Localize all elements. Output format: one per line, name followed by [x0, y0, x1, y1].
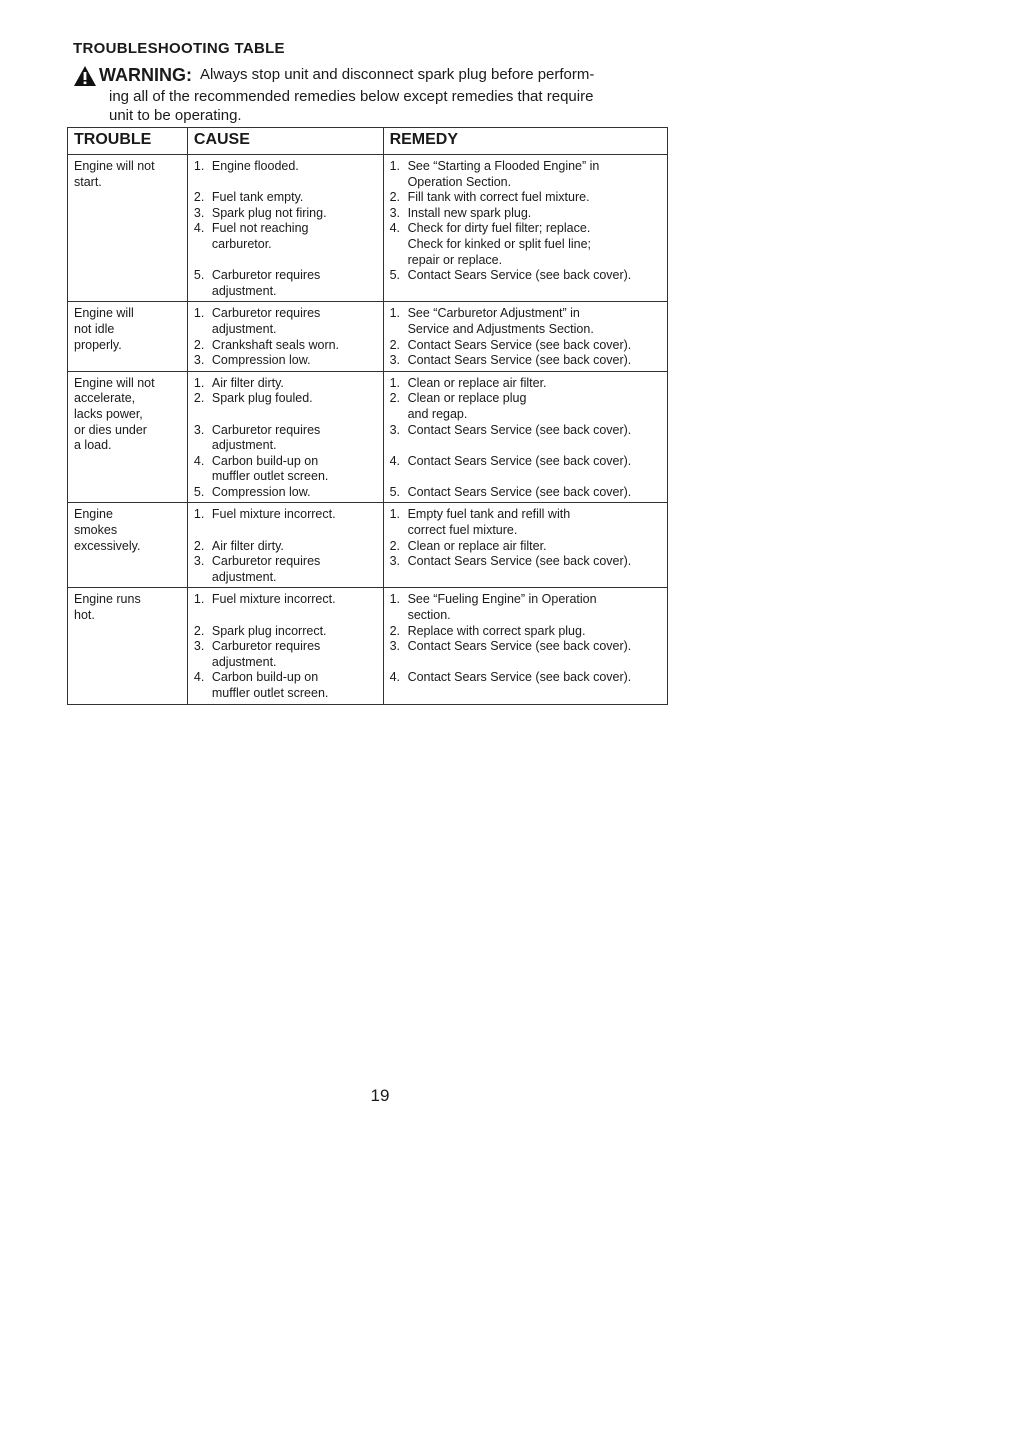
item-line: Contact Sears Service (see back cover). — [407, 353, 632, 368]
item-text — [408, 376, 661, 392]
cause-item — [194, 376, 377, 392]
item-line: Check for kinked or split fuel line; — [407, 236, 591, 251]
trouble-cell — [68, 503, 188, 588]
item-number: 2. — [389, 391, 401, 406]
remedy-item — [390, 454, 661, 470]
remedy-item — [390, 670, 661, 686]
cause-item — [194, 670, 377, 701]
header-trouble: TROUBLE — [68, 128, 188, 155]
item-line: and regap. — [407, 406, 468, 421]
item-number: 1. — [193, 159, 205, 173]
cause-item — [194, 268, 377, 299]
cause-cell — [187, 155, 383, 302]
item-number: 5. — [389, 268, 401, 283]
trouble-line: Engine will not — [74, 375, 155, 390]
item-text — [408, 639, 661, 655]
table-header-row — [68, 128, 668, 155]
item-line: Contact Sears Service (see back cover). — [407, 670, 632, 685]
cause-cell — [187, 371, 383, 503]
cause-item — [194, 338, 377, 354]
item-line: adjustment. — [211, 654, 277, 669]
remedy-item — [390, 221, 661, 268]
item-line: adjustment. — [211, 438, 277, 453]
item-line: Fuel not reaching — [211, 221, 309, 236]
item-line: Carbon build-up on — [211, 670, 319, 685]
trouble-line: or dies under — [74, 422, 147, 437]
warning-text-line-2: ing all of the recommended remedies below except remedies that require — [109, 88, 594, 105]
cause-item — [194, 190, 377, 206]
item-number: 3. — [389, 422, 401, 437]
item-line: Contact Sears Service (see back cover). — [407, 554, 632, 569]
item-text — [212, 376, 377, 392]
item-text — [212, 306, 377, 337]
item-text — [408, 353, 661, 369]
item-number: 1. — [193, 507, 205, 522]
item-text — [408, 206, 661, 222]
item-line: Operation Section. — [407, 174, 512, 189]
item-text — [212, 190, 377, 206]
trouble-line: Engine — [74, 507, 113, 522]
item-text — [408, 221, 661, 268]
item-line: Engine flooded. — [211, 159, 299, 173]
item-text — [212, 206, 377, 222]
remedy-item — [390, 159, 661, 190]
item-number: 2. — [389, 538, 401, 553]
table-row — [68, 155, 668, 302]
item-number: 1. — [389, 306, 401, 321]
item-line: Spark plug fouled. — [211, 391, 313, 406]
trouble-line: properly. — [74, 337, 122, 352]
item-text — [212, 624, 377, 640]
item-text — [408, 554, 661, 570]
item-line: Spark plug incorrect. — [211, 623, 327, 638]
troubleshooting-table — [67, 127, 668, 705]
item-line: Carbon build-up on — [211, 453, 319, 468]
item-line: Clean or replace plug — [407, 391, 527, 406]
item-number: 4. — [389, 453, 401, 468]
item-line: See “Carburetor Adjustment” in — [407, 306, 580, 321]
item-text — [408, 338, 661, 354]
cause-cell — [187, 588, 383, 704]
item-text — [212, 391, 377, 407]
cause-item — [194, 159, 377, 175]
cause-cell — [187, 503, 383, 588]
trouble-cell — [68, 155, 188, 302]
item-line: carburetor. — [211, 236, 272, 251]
item-text — [408, 268, 661, 284]
item-text — [212, 423, 377, 454]
remedy-item — [390, 485, 661, 501]
item-line: Air filter dirty. — [211, 375, 284, 390]
item-number: 2. — [389, 623, 401, 638]
item-number: 2. — [193, 391, 205, 406]
item-text — [212, 159, 377, 175]
item-text — [212, 268, 377, 299]
warning-text-line-1: Always stop unit and disconnect spark plug before perform- — [200, 66, 595, 83]
item-number: 1. — [193, 306, 205, 321]
item-text — [212, 554, 377, 585]
item-line: Spark plug not firing. — [211, 205, 327, 220]
item-line: Air filter dirty. — [211, 538, 284, 553]
trouble-line: lacks power, — [74, 406, 143, 421]
item-line: Contact Sears Service (see back cover). — [407, 639, 632, 654]
item-text — [408, 159, 661, 190]
item-number: 3. — [193, 422, 205, 437]
item-line: Compression low. — [211, 353, 311, 368]
item-text — [212, 338, 377, 354]
table-row — [68, 588, 668, 704]
item-number: 1. — [193, 592, 205, 607]
item-text — [408, 454, 661, 470]
item-line: Contact Sears Service (see back cover). — [407, 453, 632, 468]
cause-item — [194, 539, 377, 555]
item-line: Contact Sears Service (see back cover). — [407, 484, 632, 499]
item-number: 1. — [389, 159, 401, 173]
item-line: See “Starting a Flooded Engine” in — [407, 159, 600, 173]
cause-item — [194, 423, 377, 454]
item-number: 3. — [193, 554, 205, 569]
item-number: 2. — [389, 190, 401, 205]
item-line: Empty fuel tank and refill with — [407, 507, 571, 522]
remedy-cell — [383, 302, 667, 371]
remedy-cell — [383, 155, 667, 302]
remedy-item — [390, 353, 661, 369]
item-number: 4. — [389, 221, 401, 236]
item-number: 4. — [389, 670, 401, 685]
item-number: 2. — [193, 190, 205, 205]
item-line: Fuel mixture incorrect. — [211, 592, 336, 607]
trouble-line: accelerate, — [74, 391, 136, 406]
page-title: TROUBLESHOOTING TABLE — [73, 40, 285, 57]
item-line: Crankshaft seals worn. — [211, 337, 340, 352]
cause-item — [194, 391, 377, 407]
remedy-item — [390, 539, 661, 555]
cause-cell — [187, 302, 383, 371]
item-text — [212, 454, 377, 485]
cause-item — [194, 221, 377, 252]
remedy-item — [390, 268, 661, 284]
trouble-cell — [68, 588, 188, 704]
item-text — [212, 639, 377, 670]
item-text — [212, 221, 377, 252]
item-text — [212, 485, 377, 501]
item-number: 2. — [193, 337, 205, 352]
item-number: 1. — [193, 375, 205, 390]
remedy-item — [390, 338, 661, 354]
remedy-item — [390, 423, 661, 439]
remedy-cell — [383, 503, 667, 588]
item-number: 2. — [389, 337, 401, 352]
item-line: correct fuel mixture. — [407, 523, 518, 538]
trouble-line: hot. — [74, 608, 95, 623]
item-text — [408, 507, 661, 538]
remedy-cell — [383, 588, 667, 704]
item-text — [408, 592, 661, 623]
cause-item — [194, 353, 377, 369]
item-text — [408, 423, 661, 439]
item-number: 1. — [389, 592, 401, 607]
item-line: Service and Adjustments Section. — [407, 321, 594, 336]
item-line: muffler outlet screen. — [211, 686, 329, 700]
remedy-item — [390, 376, 661, 392]
item-line: Fuel mixture incorrect. — [211, 507, 336, 522]
item-line: adjustment. — [211, 321, 277, 336]
item-text — [212, 592, 377, 608]
table-row — [68, 503, 668, 588]
item-text — [212, 507, 377, 523]
item-number: 4. — [193, 453, 205, 468]
item-line: Fuel tank empty. — [211, 190, 304, 205]
item-text — [408, 539, 661, 555]
warning-text-line-3: unit to be operating. — [109, 107, 242, 124]
item-number: 3. — [193, 639, 205, 654]
cause-item — [194, 507, 377, 523]
trouble-line: not idle — [74, 321, 115, 336]
item-number: 3. — [389, 554, 401, 569]
item-line: Contact Sears Service (see back cover). — [407, 268, 632, 283]
item-number: 3. — [389, 353, 401, 368]
item-line: adjustment. — [211, 283, 277, 298]
header-remedy: REMEDY — [383, 128, 667, 155]
item-line: Carburetor requires — [211, 422, 321, 437]
item-line: repair or replace. — [407, 252, 503, 267]
cause-item — [194, 485, 377, 501]
warning-triangle-icon — [73, 65, 97, 87]
cause-item — [194, 639, 377, 670]
remedy-item — [390, 391, 661, 422]
item-line: Carburetor requires — [211, 306, 321, 321]
item-line: Carburetor requires — [211, 639, 321, 654]
item-number: 2. — [193, 538, 205, 553]
item-text — [212, 353, 377, 369]
item-line: Contact Sears Service (see back cover). — [407, 422, 632, 437]
item-number: 1. — [389, 375, 401, 390]
remedy-item — [390, 306, 661, 337]
cause-item — [194, 206, 377, 222]
item-text — [212, 670, 377, 701]
item-number: 3. — [389, 205, 401, 220]
item-line: Replace with correct spark plug. — [407, 623, 586, 638]
item-line: See “Fueling Engine” in Operation — [407, 592, 597, 607]
trouble-line: Engine will — [74, 306, 134, 321]
item-number: 3. — [193, 353, 205, 368]
item-line: Clean or replace air filter. — [407, 538, 547, 553]
item-number: 5. — [193, 268, 205, 283]
item-line: adjustment. — [211, 569, 277, 584]
item-line: Fill tank with correct fuel mixture. — [407, 190, 590, 205]
item-text — [408, 670, 661, 686]
table-row — [68, 371, 668, 503]
item-line: Compression low. — [211, 484, 311, 499]
remedy-item — [390, 554, 661, 570]
cause-item — [194, 454, 377, 485]
remedy-cell — [383, 371, 667, 503]
item-number: 1. — [389, 507, 401, 522]
item-text — [212, 539, 377, 555]
item-line: Carburetor requires — [211, 554, 321, 569]
item-text — [408, 624, 661, 640]
item-text — [408, 391, 661, 422]
trouble-line: Engine will not — [74, 159, 155, 173]
cause-item — [194, 554, 377, 585]
item-text — [408, 306, 661, 337]
trouble-cell — [68, 302, 188, 371]
page-number: 19 — [370, 1086, 390, 1105]
table-row — [68, 302, 668, 371]
header-cause: CAUSE — [187, 128, 383, 155]
item-text — [408, 485, 661, 501]
item-line: section. — [407, 608, 451, 623]
remedy-item — [390, 190, 661, 206]
trouble-line: start. — [74, 174, 102, 189]
item-line: Install new spark plug. — [407, 205, 532, 220]
trouble-line: Engine runs — [74, 592, 141, 607]
trouble-cell — [68, 371, 188, 503]
item-number: 5. — [389, 484, 401, 499]
item-line: Carburetor requires — [211, 268, 321, 283]
item-number: 2. — [193, 623, 205, 638]
item-number: 4. — [193, 221, 205, 236]
item-number: 5. — [193, 484, 205, 499]
item-line: Clean or replace air filter. — [407, 375, 547, 390]
cause-item — [194, 624, 377, 640]
item-line: muffler outlet screen. — [211, 469, 329, 484]
trouble-line: excessively. — [74, 538, 141, 553]
remedy-item — [390, 624, 661, 640]
warning-label: WARNING: — [99, 65, 192, 85]
cause-item — [194, 592, 377, 608]
item-line: Check for dirty fuel filter; replace. — [407, 221, 591, 236]
item-line: Contact Sears Service (see back cover). — [407, 337, 632, 352]
item-number: 3. — [193, 205, 205, 220]
trouble-line: smokes — [74, 523, 118, 538]
trouble-line: a load. — [74, 438, 112, 453]
item-number: 4. — [193, 670, 205, 685]
remedy-item — [390, 639, 661, 655]
remedy-item — [390, 592, 661, 623]
remedy-item — [390, 507, 661, 538]
remedy-item — [390, 206, 661, 222]
item-number: 3. — [389, 639, 401, 654]
cause-item — [194, 306, 377, 337]
item-text — [408, 190, 661, 206]
warning-block — [73, 64, 673, 125]
